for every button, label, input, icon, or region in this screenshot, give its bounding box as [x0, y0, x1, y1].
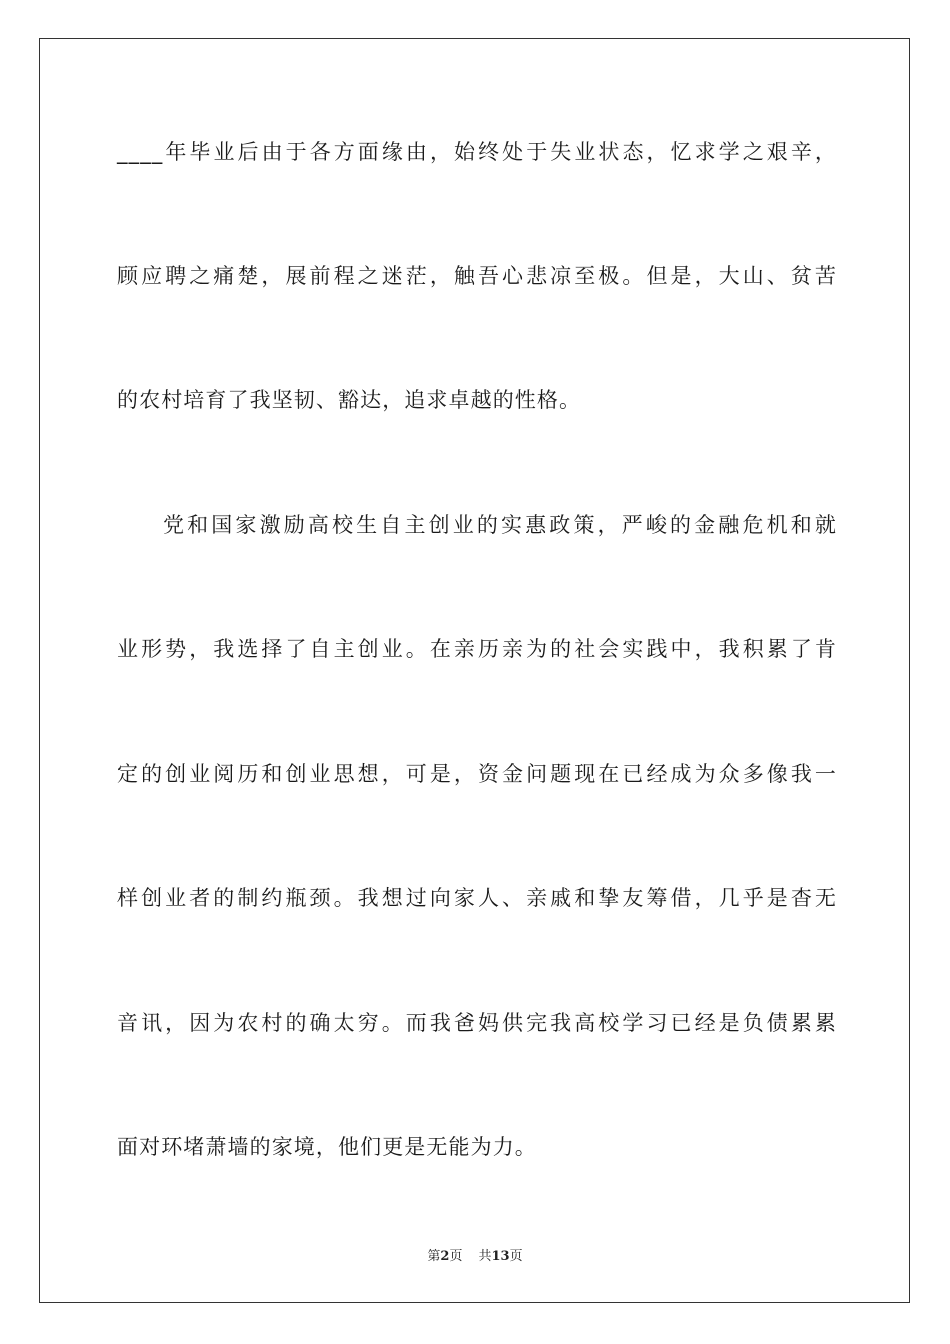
total-pages: 13	[491, 1249, 510, 1264]
page-suffix: 页	[449, 1249, 463, 1264]
text-line: ____年毕业后由于各方面缘由，始终处于失业状态，忆求学之艰辛，	[117, 140, 837, 164]
text-line: 的农村培育了我坚韧、豁达，追求卓越的性格。	[117, 388, 582, 412]
text-line: 顾应聘之痛楚，展前程之迷茫，触吾心悲凉至极。但是，大山、贫苦	[117, 264, 837, 288]
page-number: 2	[440, 1249, 450, 1264]
page-footer	[0, 1249, 950, 1265]
total-suffix: 页	[509, 1249, 523, 1264]
page-prefix: 第	[427, 1249, 441, 1264]
text-line: 党和国家激励高校生自主创业的实惠政策，严峻的金融危机和就	[163, 513, 837, 537]
total-prefix: 共	[478, 1249, 492, 1264]
text-line: 定的创业阅历和创业思想，可是，资金问题现在已经成为众多像我一	[117, 762, 837, 786]
text-line: 面对环堵萧墙的家境，他们更是无能为力。	[117, 1135, 537, 1159]
text-line: 样创业者的制约瓶颈。我想过向家人、亲戚和挚友筹借，几乎是杳无	[117, 886, 837, 910]
text-line: 音讯，因为农村的确太穷。而我爸妈供完我高校学习已经是负债累累	[117, 1011, 837, 1035]
text-line: 业形势，我选择了自主创业。在亲历亲为的社会实践中，我积累了肯	[117, 637, 837, 661]
page-border	[39, 38, 910, 1303]
